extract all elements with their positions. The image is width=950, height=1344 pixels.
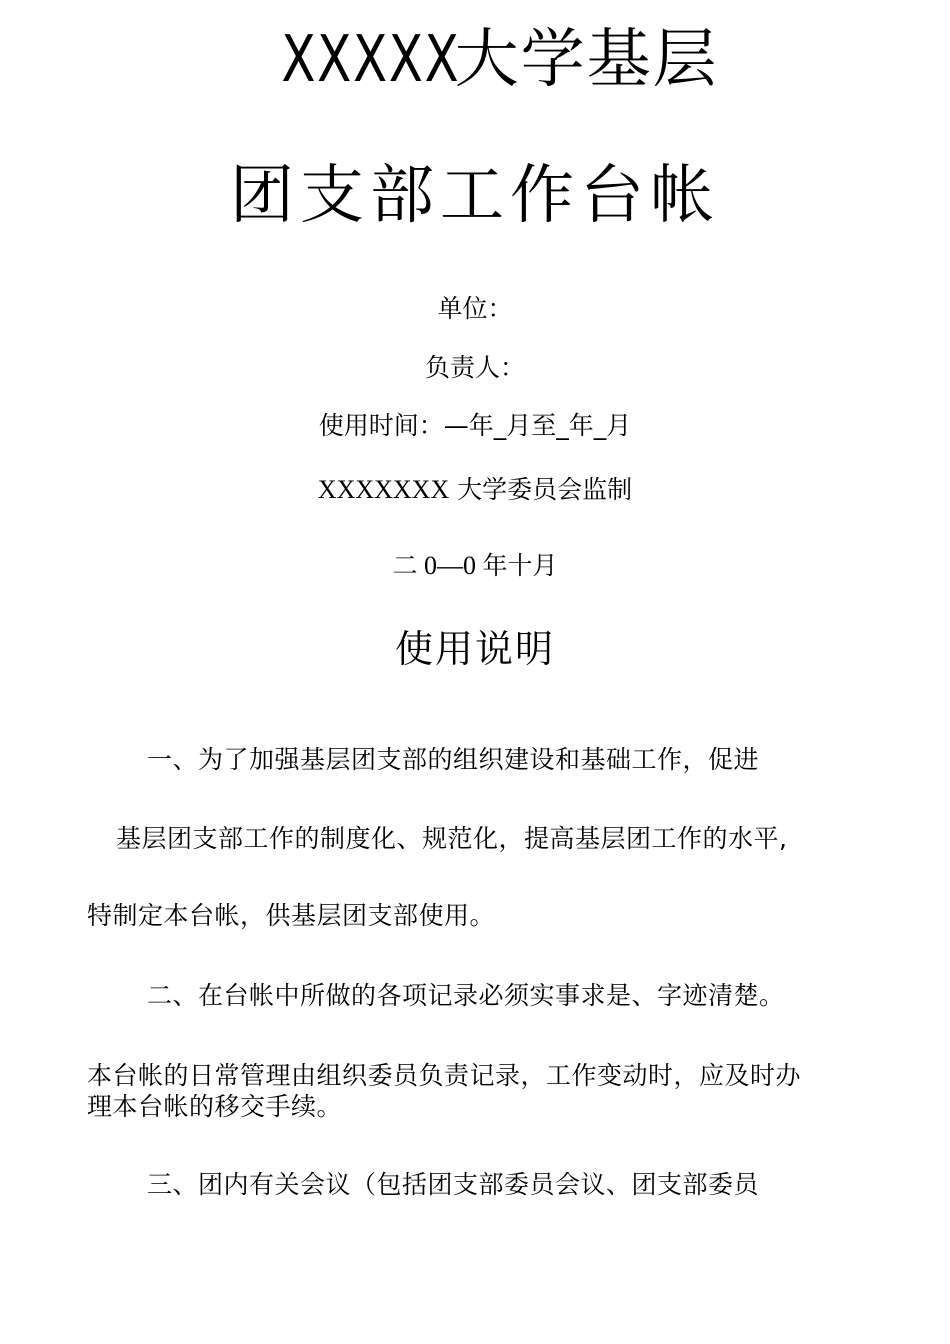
instructions-title: 使用说明	[394, 627, 555, 671]
supervisor-latin: XXXXXXX	[317, 475, 450, 504]
issue-date-latin: 0—0	[417, 551, 483, 580]
instruction-paragraph: 理本台帐的移交手续。	[87, 1092, 343, 1121]
instruction-paragraph: 基层团支部工作的制度化、规范化，提高基层团工作的水平,	[116, 824, 788, 853]
instruction-paragraph: 三、团内有关会议（包括团支部委员会议、团支部委员	[147, 1170, 760, 1199]
person-in-charge-label: 负责人：	[424, 353, 525, 382]
unit-label: 单位：	[437, 294, 513, 323]
supervisor-cn: 大学委员会监制	[449, 475, 633, 504]
supervisor-line	[0, 477, 950, 503]
instruction-paragraph: 二、在台帐中所做的各项记录必须实事求是、字迹清楚。	[147, 981, 785, 1010]
cover-title-latin: XXXXX	[281, 23, 461, 97]
issue-date-line	[0, 553, 950, 579]
instruction-paragraph: 一、为了加强基层团支部的组织建设和基础工作，促进	[147, 745, 760, 774]
usage-period-label: 使用时间：—年_月至_年_月	[318, 411, 632, 440]
cover-title-line2: 团支部工作台帐	[230, 159, 720, 233]
issue-date-part2: 年十月	[482, 551, 558, 580]
instruction-paragraph: 特制定本台帐，供基层团支部使用。	[87, 901, 496, 930]
cover-title-line1	[0, 23, 950, 97]
instruction-paragraph: 本台帐的日常管理由组织委员负责记录，工作变动时，应及时办	[87, 1061, 802, 1090]
issue-date-part1: 二	[392, 551, 418, 580]
cover-title-cn: 大学基层	[454, 23, 719, 97]
